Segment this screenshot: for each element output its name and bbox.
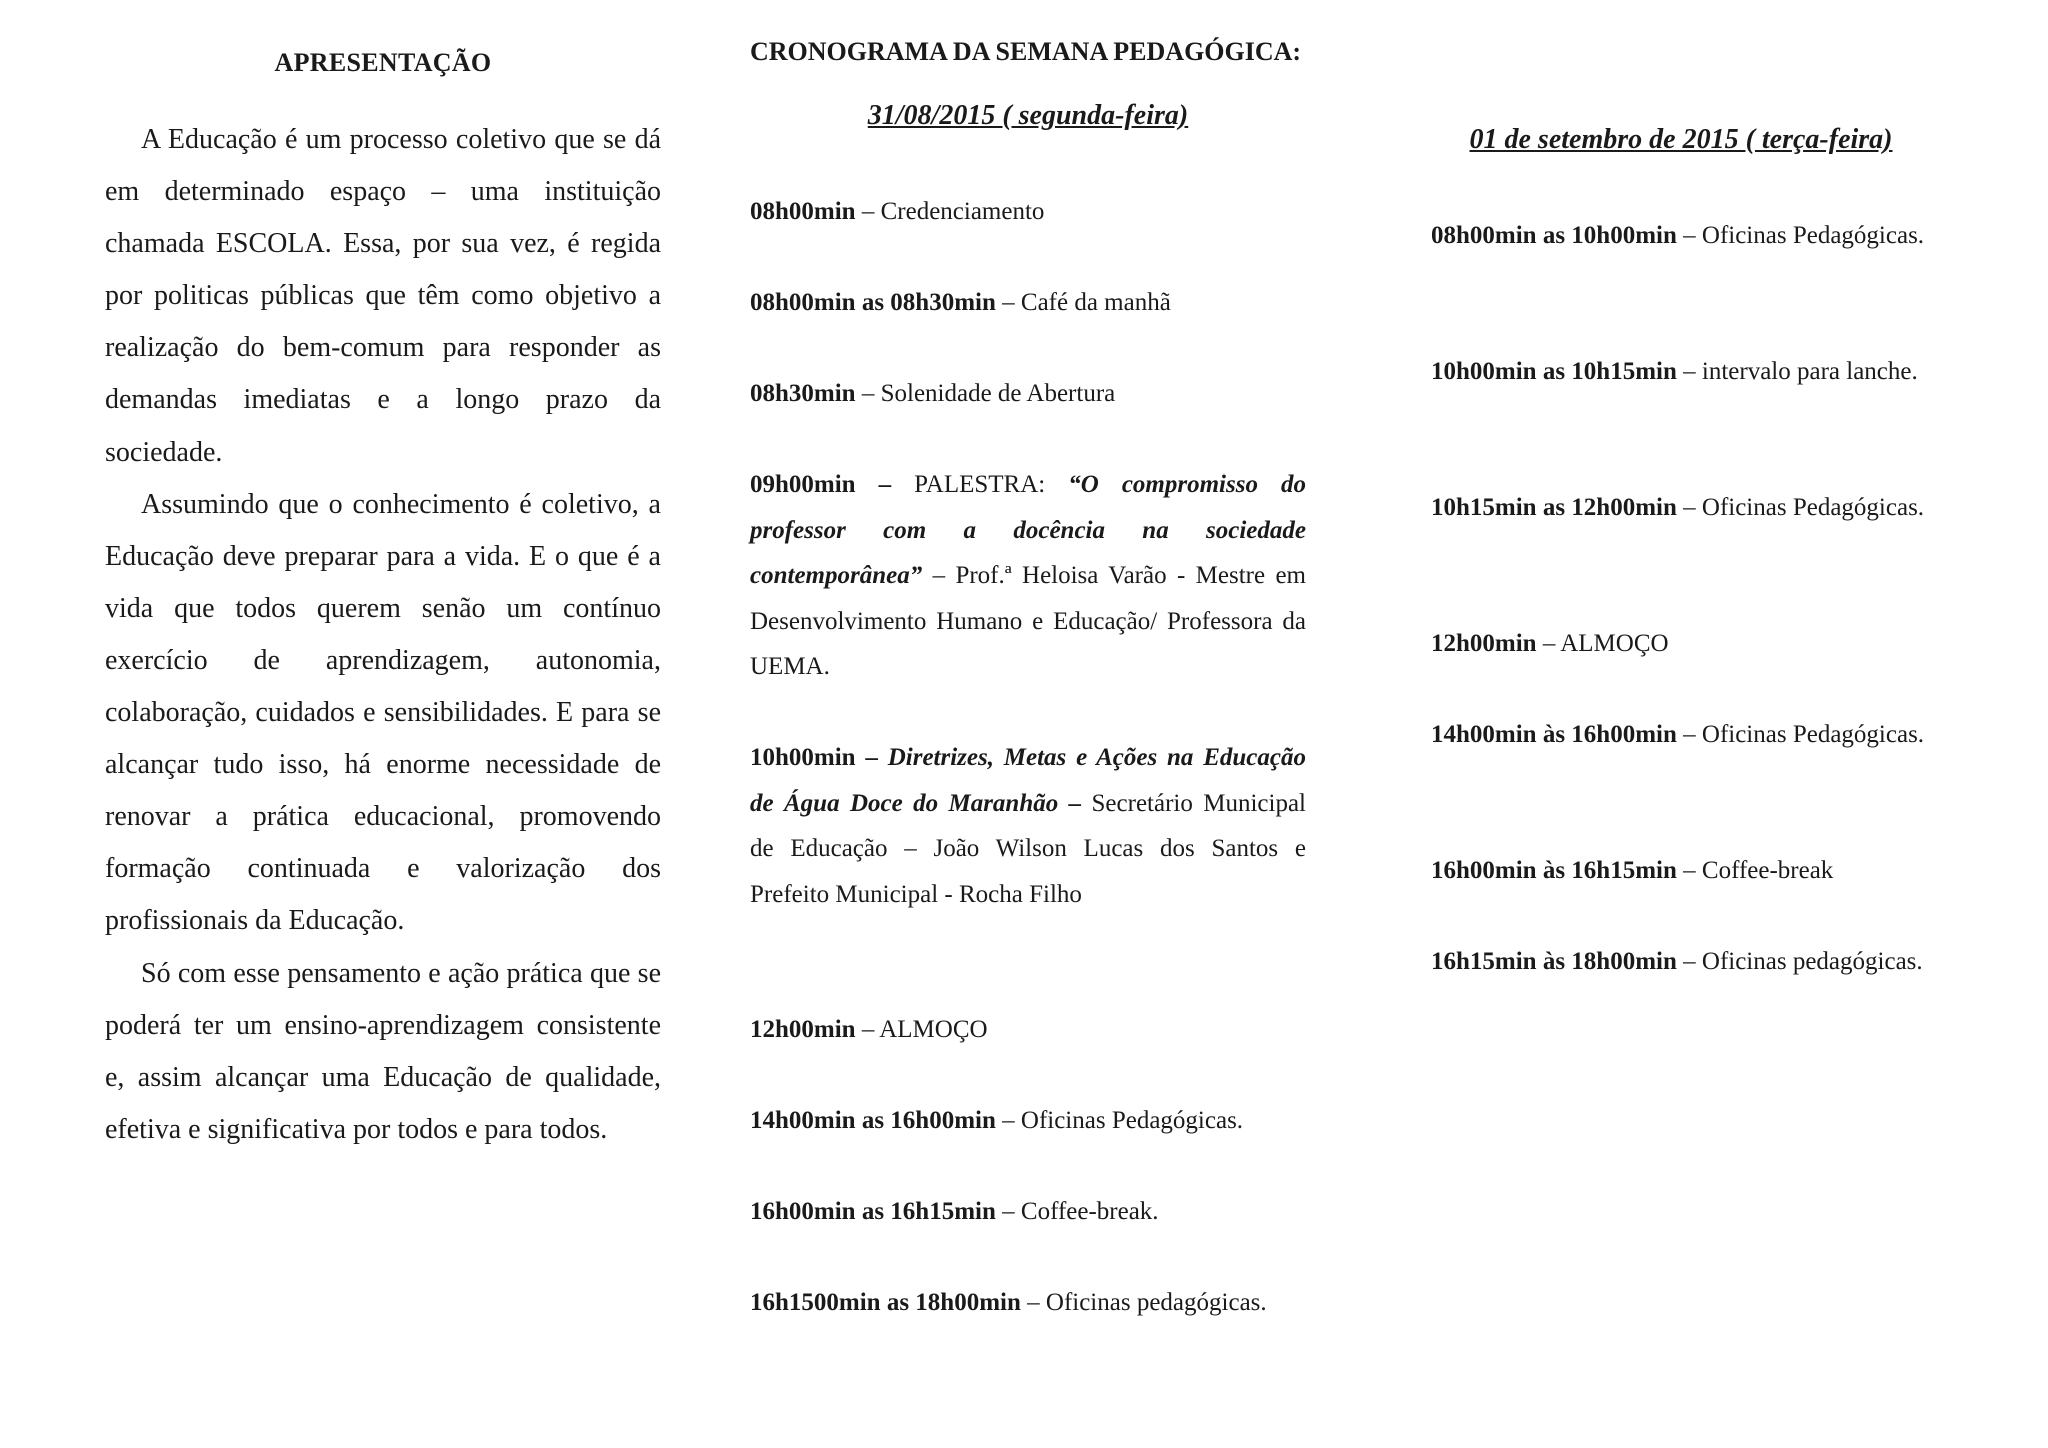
schedule-entry [1431,213,1931,259]
entry-text: – ALMOÇO [855,1016,988,1043]
presentation-paragraph: Assumindo que o conhecimento é coletivo, a Educação deve preparar para a vida. E o que é a vida que todos querem senão um contínuo exercício de aprendizagem, autonomia, colaboração, cuidados e sensibilidades. E para se alcançar tudo isso, há enorme necessidade de renovar a prática educacional, promovendo formação continuada e valorização dos profissionais da Educação. [105,488,661,937]
schedule-entry [750,1280,1306,1326]
entry-pre: PALESTRA: [891,471,1069,498]
entry-text: – Oficinas Pedagógicas. [995,1107,1244,1134]
schedule-entry [750,462,1306,690]
entry-text: – Oficinas Pedagógicas. [1676,721,1925,748]
schedule-entry [1431,621,1931,667]
schedule-entry [1431,349,1931,395]
entry-time: 09h00min – [750,471,892,498]
entry-time: 16h00min as 16h15min [750,1198,996,1225]
schedule-entry [750,371,1306,417]
presentation-body [105,114,661,1156]
entry-text: – Solenidade de Abertura [855,380,1116,407]
day-heading-monday: 31/08/2015 ( segunda-feira) [867,100,1189,131]
entry-time: 16h15min às 18h00min [1431,948,1677,975]
entry-time: 10h00min as 10h15min [1431,358,1677,385]
entry-time: 16h00min às 16h15min [1431,857,1677,884]
entry-time: 12h00min [750,1016,856,1043]
entry-time: 10h15min as 12h00min [1431,494,1677,521]
entry-text: – Café da manhã [995,289,1171,316]
entry-text: – Oficinas Pedagógicas. [1676,494,1925,521]
entry-text: – Prof.ª Heloisa Varão - Mestre em Desenvolvimento Humano e Educação/ Professora da UEMA. [750,562,1306,680]
schedule-entry [1431,712,1931,758]
entry-time: 08h00min as 10h00min [1431,222,1677,249]
entry-emphasis: Diretrizes, Metas e Ações na Educação de Água Doce do Maranhão – [750,744,1306,817]
entry-time: 08h00min [750,198,856,225]
schedule-entry [750,1007,1306,1053]
day-heading-tuesday: 01 de setembro de 2015 ( terça-feira) [1469,124,1893,155]
schedule-entry [750,189,1306,235]
schedule-entry [750,280,1306,326]
entry-time: 14h00min às 16h00min [1431,721,1677,748]
presentation-paragraph: A Educação é um processo coletivo que se dá em determinado espaço – uma instituição chamada ESCOLA. Essa, por sua vez, é regida por politicas públicas que têm como objetivo a realização do bem-comum para responder as demandas imediatas e a longo prazo da sociedade. [105,124,661,468]
entry-time: 08h30min [750,380,856,407]
entry-time: 16h1500min as 18h00min [750,1289,1021,1316]
entry-emphasis: “O compromisso do professor com a docência na sociedade contemporânea” [750,471,1306,589]
entry-time: 08h00min as 08h30min [750,289,996,316]
entry-time: 14h00min as 16h00min [750,1107,996,1134]
entry-text: – Oficinas pedagógicas. [1020,1289,1267,1316]
entry-time: 10h00min – [750,744,878,771]
entry-text: Secretário Municipal de Educação – João Wilson Lucas dos Santos e Prefeito Municipal - Rocha Filho [750,789,1307,908]
schedule-entry [750,1098,1306,1144]
entry-time: 12h00min [1431,630,1537,657]
schedule-entry [750,1189,1306,1235]
entry-text: – ALMOÇO [1536,630,1669,657]
presentation-paragraph: Só com esse pensamento e ação prática que se poderá ter um ensino-aprendizagem consistente e, assim alcançar uma Educação de qualidade, efetiva e significativa por todos e para todos. [105,957,661,1145]
schedule-entry [1431,485,1931,531]
entry-text: – Coffee-break [1676,857,1834,884]
entry-text: – Oficinas Pedagógicas. [1676,222,1925,249]
entry-text: – Coffee-break. [995,1198,1159,1225]
schedule-entry [1431,939,1931,985]
presentation-title: APRESENTAÇÃO [274,48,492,77]
schedule-title: CRONOGRAMA DA SEMANA PEDAGÓGICA: [750,37,1302,66]
schedule-entry [1431,848,1931,894]
entry-text: – Credenciamento [855,198,1045,225]
schedule-entry [750,735,1306,917]
entry-text: – Oficinas pedagógicas. [1676,948,1923,975]
entry-text: – intervalo para lanche. [1676,358,1918,385]
